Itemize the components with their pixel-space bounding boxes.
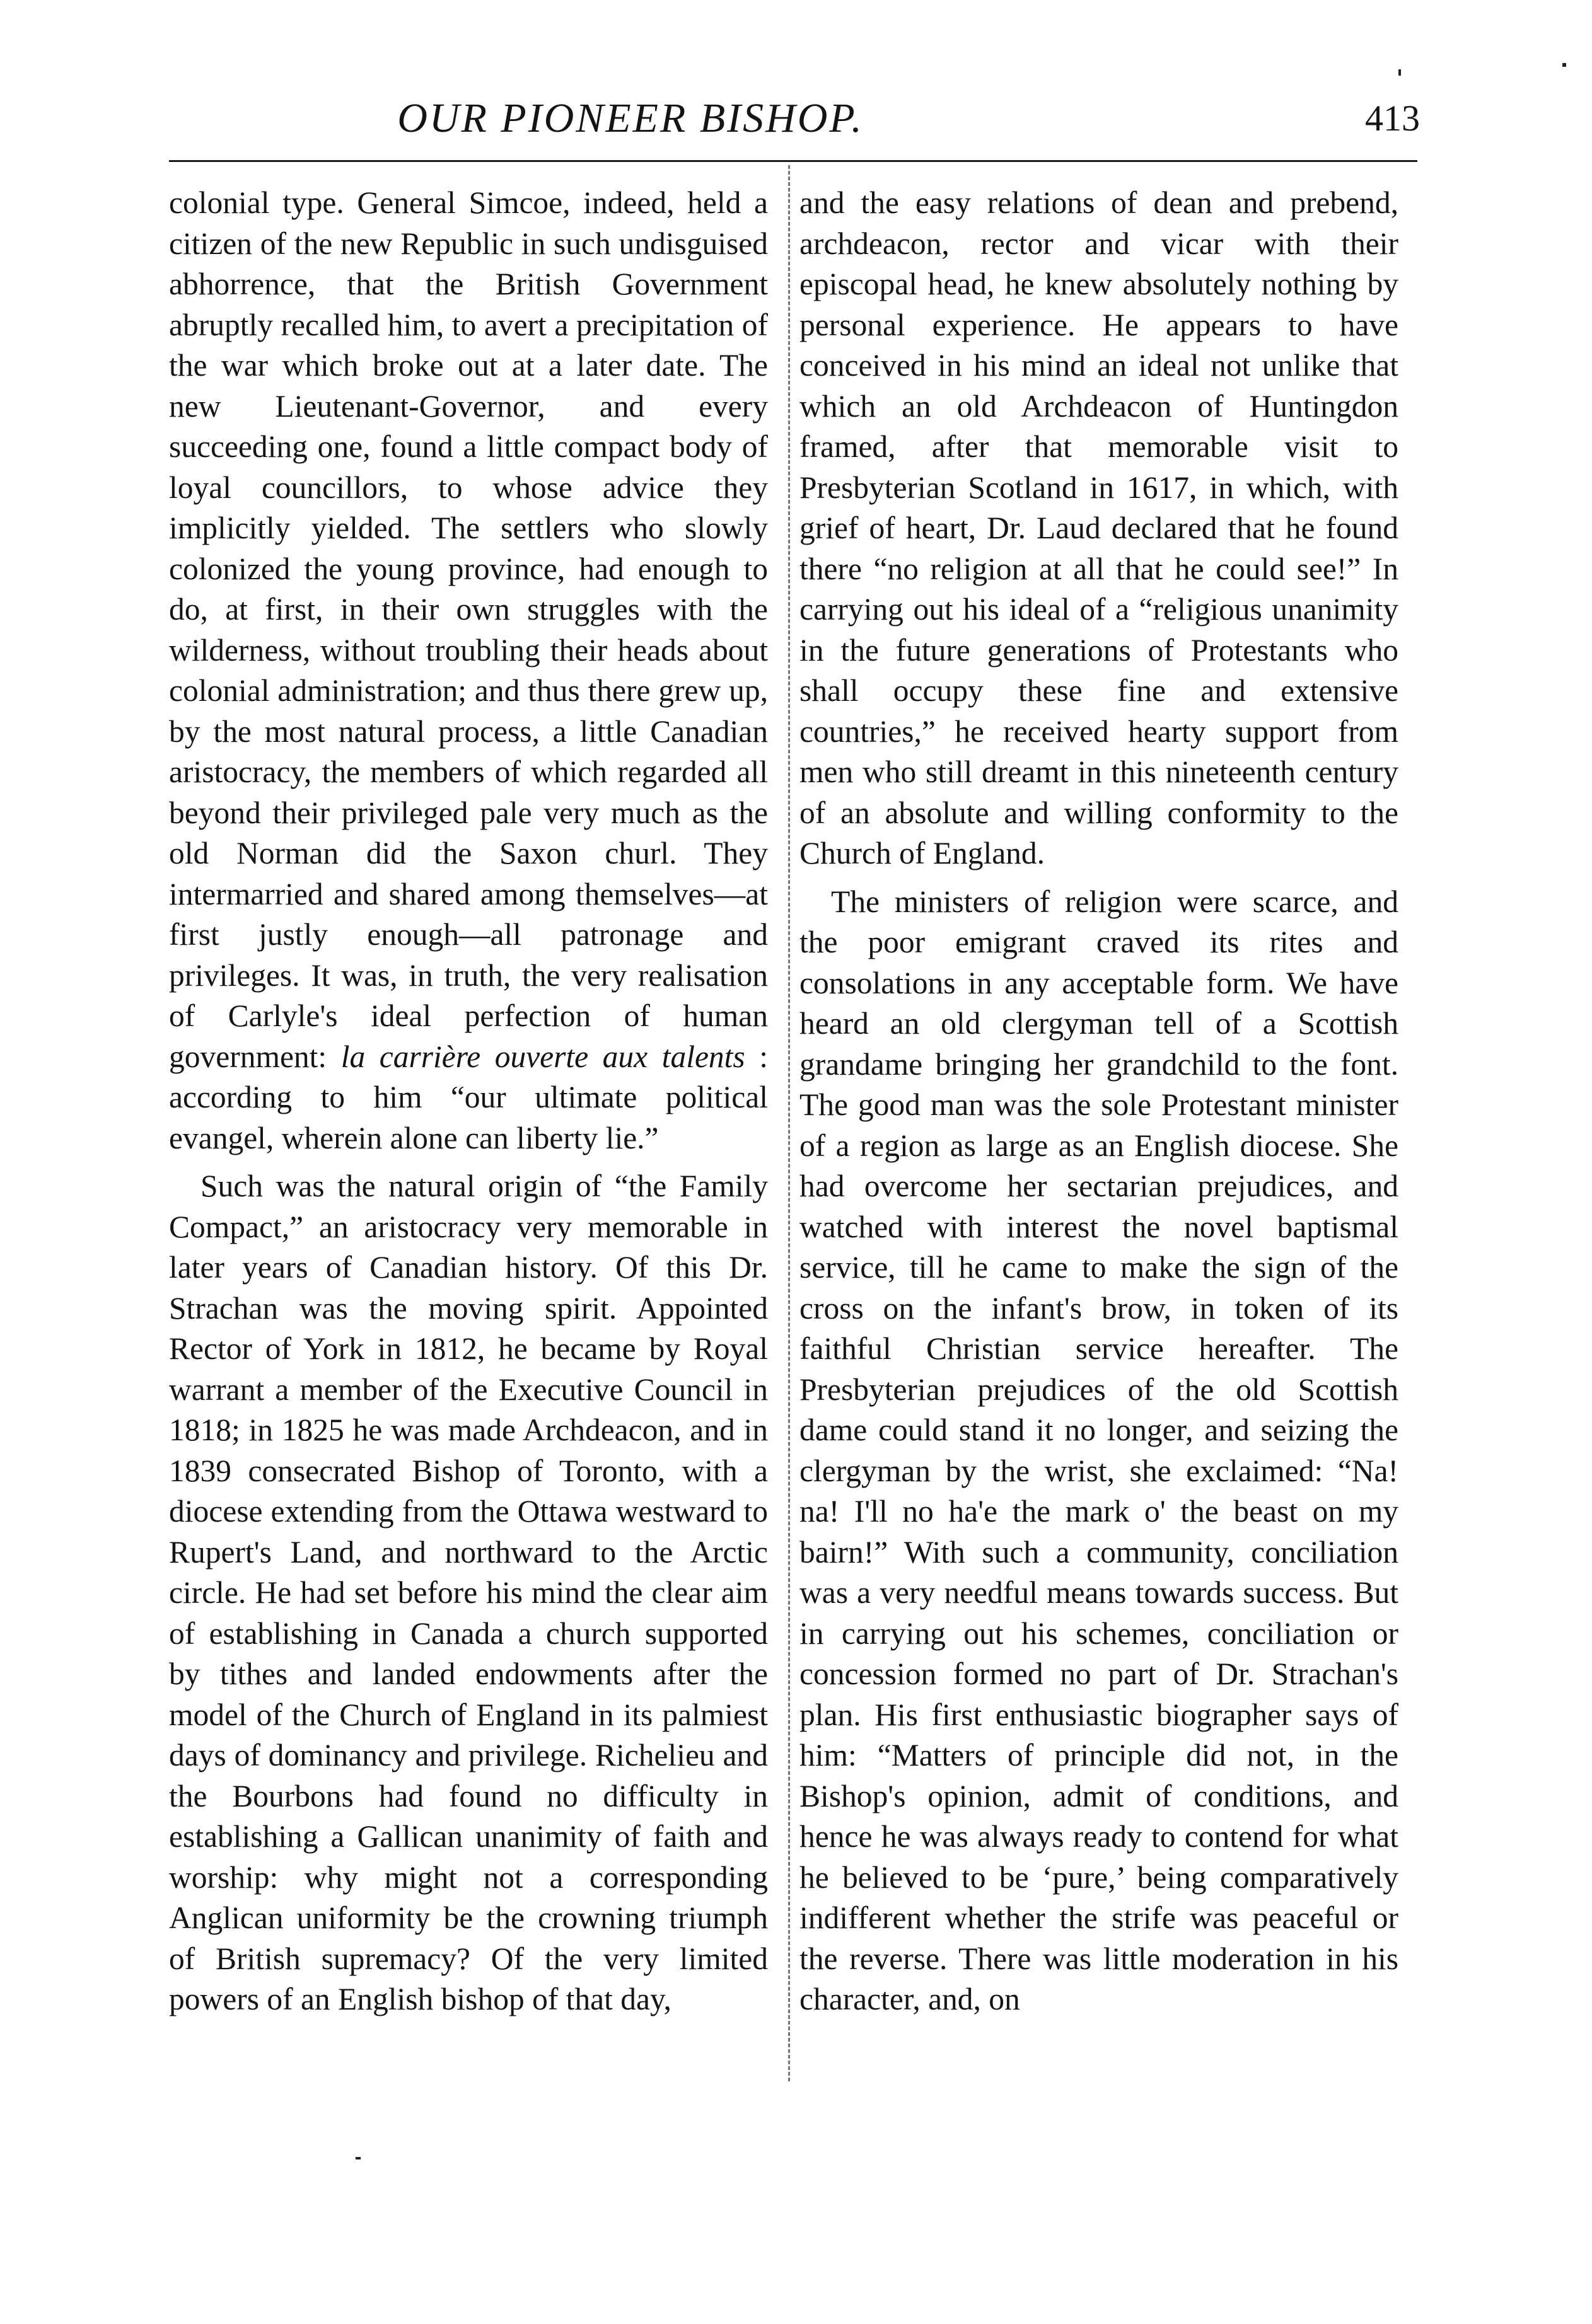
running-head — [0, 95, 1592, 145]
header-rule — [169, 160, 1417, 162]
left-paragraph-1 — [169, 183, 768, 1159]
left-column — [169, 183, 768, 2020]
column-divider — [788, 165, 790, 2081]
left-paragraph-1-text: colonial type. General Simcoe, indeed, held a citizen of the new Republic in such undisguised abhorrence, that the British Government abruptly recalled him, to avert a precipitation of the war which broke out at a later date. The new Lieutenant-Governor, and every succeeding one, found a little compact body of loyal councillors, to whose advice they implicitly yielded. The settlers who slowly colonized the young province, had enough to do, at first, in their own struggles with the wilderness, without troubling their heads about colonial administration; and thus there grew up, by the most natural process, a little Canadian aristocracy, the members of which regarded all beyond their privileged pale very much as the old Norman did the Saxon churl. They intermarried and shared among themselves—at first justly enough—all patronage and privileges. It was, in truth, the very realisation of Carlyle's ideal perfection of human government: — [169, 185, 768, 1074]
print-speck — [1562, 63, 1566, 67]
right-paragraph-2: The ministers of religion were scarce, and the poor emigrant craved its rites and consolations in any acceptable form. We have heard an old clergyman tell of a Scottish grandame bringing her grandchild to the font. The good man was the sole Protestant minister of a region as large as an English diocese. She had overcome her sectarian prejudices, and watched with interest the novel baptismal service, till he came to make the sign of the cross on the infant's brow, in token of its faithful Christian service hereafter. The Presbyterian prejudices of the old Scottish dame could stand it no longer, and seizing the clergyman by the wrist, she exclaimed: “Na! na! I'll no ha'e the mark o' the beast on my bairn!” With such a community, conciliation was a very needful means towards success. But in carrying out his schemes, conciliation or concession formed no part of Dr. Strachan's plan. His first enthusiastic biographer says of him: “Matters of principle did not, in the Bishop's opinion, admit of conditions, and hence he was always ready to contend for what he believed to be ‘pure,’ being comparatively indifferent whether the strife was peaceful or the reverse. There was little moderation in his character, and, on — [799, 884, 1398, 2016]
page-number: 413 — [1365, 98, 1420, 139]
left-paragraph-1-italic-quote: la carrière ouverte aux talents — [340, 1039, 745, 1074]
running-title: OUR PIONEER BISHOP. — [397, 95, 864, 141]
print-speck — [356, 2157, 361, 2159]
print-speck — [1398, 69, 1401, 76]
right-column — [799, 183, 1398, 2020]
right-paragraph-1: and the easy relations of dean and prebend, archdeacon, rector and vicar with their episcopal head, he knew absolutely nothing by personal experience. He appears to have conceived in his mind an ideal not unlike that which an old Archdeacon of Huntingdon framed, after that memorable visit to Presbyterian Scotland in 1617, in which, with grief of heart, Dr. Laud declared that he found there “no religion at all that he could see!” In carrying out his ideal of a “religious unanimity in the future generations of Protestants who shall occupy these fine and extensive countries,” he received hearty support from men who still dreamt in this nineteenth century of an absolute and willing conformity to the Church of England. — [799, 185, 1398, 870]
left-paragraph-1-end: : according to him “our ultimate political evangel, wherein alone can liberty lie.” — [169, 1039, 768, 1155]
left-paragraph-2: Such was the natural origin of “the Family Compact,” an aristocracy very memorable in later years of Canadian history. Of this Dr. Strachan was the moving spirit. Appointed Rector of York in 1812, he became by Royal warrant a member of the Executive Council in 1818; in 1825 he was made Archdeacon, and in 1839 consecrated Bishop of Toronto, with a diocese extending from the Ottawa westward to Rupert's Land, and northward to the Arctic circle. He had set before his mind the clear aim of establishing in Canada a church supported by tithes and landed endowments after the model of the Church of England in its palmiest days of dominancy and privilege. Richelieu and the Bourbons had found no difficulty in establishing a Gallican unanimity of faith and worship: why might not a corresponding Anglican uniformity be the crowning triumph of British supremacy? Of the very limited powers of an English bishop of that day, — [169, 1169, 768, 2016]
